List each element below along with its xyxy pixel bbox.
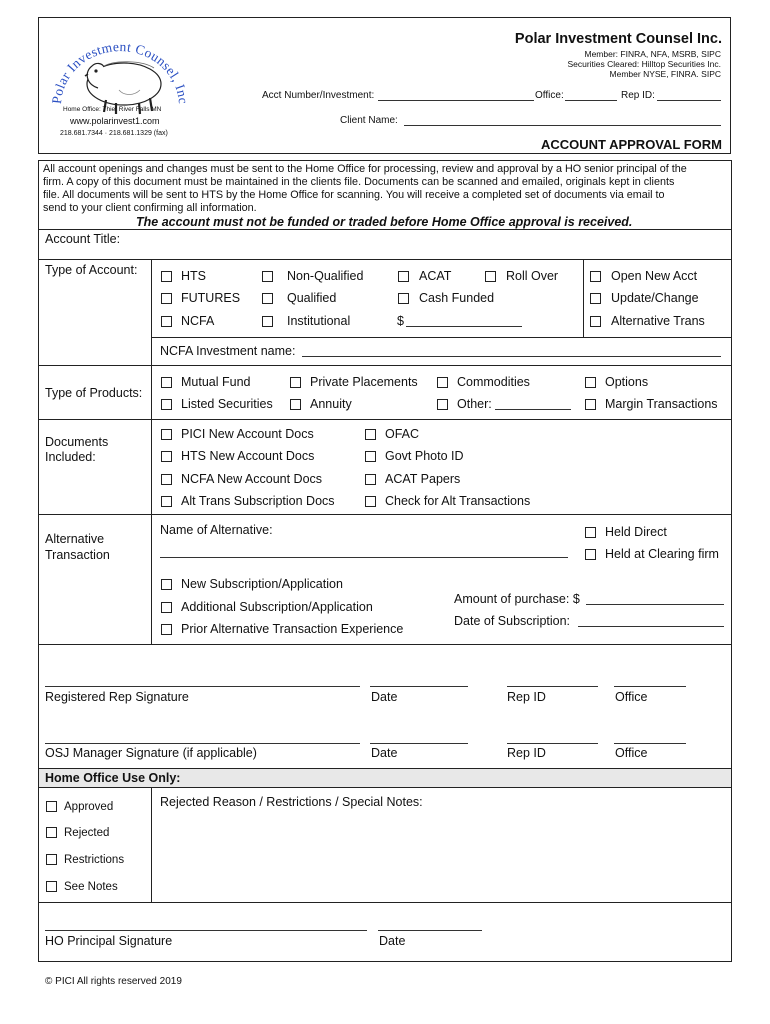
dollar-label: $ xyxy=(397,314,404,328)
rep-signature-line[interactable] xyxy=(45,686,360,687)
annuity-checkbox[interactable]: Annuity xyxy=(290,397,352,411)
divider xyxy=(38,419,732,420)
client-name-field[interactable] xyxy=(404,125,721,126)
rejected-checkbox[interactable]: Rejected xyxy=(46,826,109,840)
rejected-reason-label: Rejected Reason / Restrictions / Special Notes: xyxy=(160,795,423,809)
new-subscription-checkbox[interactable]: New Subscription/Application xyxy=(161,577,343,591)
restrictions-checkbox[interactable]: Restrictions xyxy=(46,853,124,867)
hts-new-account-docs-checkbox[interactable]: HTS New Account Docs xyxy=(161,449,314,463)
rep-id-label: Rep ID: xyxy=(621,90,655,101)
account-title-label: Account Title: xyxy=(45,232,121,246)
ho-signature-label: HO Principal Signature xyxy=(45,934,173,948)
rep-signature-label: Registered Rep Signature xyxy=(45,690,189,704)
divider xyxy=(151,787,152,902)
divider xyxy=(38,259,732,260)
acct-number-label: Acct Number/Investment: xyxy=(262,90,375,101)
logo-office-line: Home Office: Thief River Falls MN xyxy=(63,106,162,113)
date-of-subscription-field[interactable] xyxy=(578,626,724,627)
futures-checkbox[interactable]: FUTURES xyxy=(161,291,240,305)
additional-subscription-checkbox[interactable]: Additional Subscription/Application xyxy=(161,600,373,614)
non-qualified-checkbox[interactable]: Non-Qualified xyxy=(262,269,363,283)
ho-date-line[interactable] xyxy=(378,930,482,931)
other-product-field[interactable] xyxy=(495,409,571,410)
rep-office-label: Office xyxy=(615,690,648,704)
logo-arc-text: Polar Investment Counsel, In xyxy=(48,38,189,105)
ncfa-new-account-docs-checkbox[interactable]: NCFA New Account Docs xyxy=(161,472,322,486)
divider xyxy=(583,259,584,337)
acat-checkbox[interactable]: ACAT xyxy=(398,269,451,283)
osj-office-label: Office xyxy=(615,746,648,760)
ho-signature-line[interactable] xyxy=(45,930,367,931)
osj-rep-id-label: Rep ID xyxy=(507,746,546,760)
company-member: Member: FINRA, NFA, MSRB, SIPC xyxy=(584,49,721,59)
alternative-label-1: Alternative xyxy=(45,532,105,546)
osj-date-line[interactable] xyxy=(370,743,468,744)
ncfa-checkbox[interactable]: NCFA xyxy=(161,314,214,328)
other-checkbox[interactable]: Other: xyxy=(437,397,492,411)
osj-rep-id-line[interactable] xyxy=(507,743,598,744)
divider xyxy=(38,787,732,788)
logo-website[interactable]: www.polarinvest1.com xyxy=(70,116,160,126)
name-of-alternative-field[interactable] xyxy=(160,557,568,558)
client-name-label: Client Name: xyxy=(340,115,398,126)
funding-warning: The account must not be funded or traded before Home Office approval is received. xyxy=(136,215,633,229)
osj-signature-line[interactable] xyxy=(45,743,360,744)
ncfa-investment-name-label: NCFA Investment name: xyxy=(160,344,296,358)
home-office-title: Home Office Use Only: xyxy=(45,771,181,785)
office-field[interactable] xyxy=(565,100,617,101)
documents-label-1: Documents xyxy=(45,435,109,449)
footer-copyright: © PICI All rights reserved 2019 xyxy=(45,976,182,987)
instructions-line-3: file. All documents will be sent to HTS by the Home Office for scanning. You will receive a completed set of documents via email to xyxy=(43,189,665,201)
rep-date-label: Date xyxy=(371,690,398,704)
acat-papers-checkbox[interactable]: ACAT Papers xyxy=(365,472,460,486)
commodities-checkbox[interactable]: Commodities xyxy=(437,375,530,389)
divider xyxy=(38,902,732,903)
amount-of-purchase-field[interactable] xyxy=(586,604,724,605)
ncfa-investment-name-field[interactable] xyxy=(302,356,721,357)
acct-number-field[interactable] xyxy=(378,100,534,101)
products-label: Type of Products: xyxy=(45,386,143,400)
divider xyxy=(38,365,732,366)
update-change-checkbox[interactable]: Update/Change xyxy=(590,291,699,305)
alt-trans-subscription-docs-checkbox[interactable]: Alt Trans Subscription Docs xyxy=(161,494,335,508)
private-placements-checkbox[interactable]: Private Placements xyxy=(290,375,418,389)
logo-phones: 218.681.7344 · 218.681.1329 (fax) xyxy=(60,130,168,137)
date-of-subscription-label: Date of Subscription: xyxy=(454,614,571,628)
divider xyxy=(151,514,152,644)
osj-date-label: Date xyxy=(371,746,398,760)
instructions-line-1: All account openings and changes must be sent to the Home Office for processing, review and approval by a HO senior principal of the xyxy=(43,163,687,175)
osj-signature-label: OSJ Manager Signature (if applicable) xyxy=(45,746,257,760)
listed-securities-checkbox[interactable]: Listed Securities xyxy=(161,397,273,411)
rep-office-line[interactable] xyxy=(614,686,686,687)
divider xyxy=(151,337,732,338)
ho-date-label: Date xyxy=(379,934,406,948)
amount-of-purchase-label: Amount of purchase: $ xyxy=(454,592,580,606)
pici-new-account-docs-checkbox[interactable]: PICI New Account Docs xyxy=(161,427,314,441)
rep-id-field[interactable] xyxy=(657,100,721,101)
held-at-clearing-firm-checkbox[interactable]: Held at Clearing firm xyxy=(585,547,719,561)
institutional-checkbox[interactable]: Institutional xyxy=(262,314,350,328)
documents-label-2: Included: xyxy=(45,450,96,464)
office-label: Office: xyxy=(535,90,564,101)
osj-office-line[interactable] xyxy=(614,743,686,744)
prior-alternative-experience-checkbox[interactable]: Prior Alternative Transaction Experience xyxy=(161,622,403,636)
account-type-label: Type of Account: xyxy=(45,263,138,277)
rollover-checkbox[interactable]: Roll Over xyxy=(485,269,558,283)
margin-transactions-checkbox[interactable]: Margin Transactions xyxy=(585,397,718,411)
approved-checkbox[interactable]: Approved xyxy=(46,800,113,814)
alternative-trans-checkbox[interactable]: Alternative Trans xyxy=(590,314,705,328)
mutual-fund-checkbox[interactable]: Mutual Fund xyxy=(161,375,250,389)
qualified-checkbox[interactable]: Qualified xyxy=(262,291,336,305)
divider xyxy=(38,644,732,645)
company-member2: Member NYSE, FINRA. SIPC xyxy=(609,69,721,79)
alternative-label-2: Transaction xyxy=(45,548,110,562)
govt-photo-id-checkbox[interactable]: Govt Photo ID xyxy=(365,449,464,463)
divider xyxy=(38,514,732,515)
hts-checkbox[interactable]: HTS xyxy=(161,269,206,283)
cash-funded-checkbox[interactable]: Cash Funded xyxy=(398,291,494,305)
instructions-line-4: send to your client confirming all information. xyxy=(43,202,257,214)
check-for-alt-transactions-checkbox[interactable]: Check for Alt Transactions xyxy=(365,494,530,508)
ofac-checkbox[interactable]: OFAC xyxy=(365,427,419,441)
rep-id-label: Rep ID xyxy=(507,690,546,704)
company-cleared: Securities Cleared: Hilltop Securities Inc. xyxy=(567,59,721,69)
open-new-acct-checkbox[interactable]: Open New Acct xyxy=(590,269,697,283)
rep-id-line[interactable] xyxy=(507,686,598,687)
divider xyxy=(38,229,732,230)
held-direct-checkbox[interactable]: Held Direct xyxy=(585,525,667,539)
rep-date-line[interactable] xyxy=(370,686,468,687)
dollar-amount-field[interactable] xyxy=(406,326,522,327)
divider xyxy=(151,259,152,514)
options-checkbox[interactable]: Options xyxy=(585,375,648,389)
name-of-alternative-label: Name of Alternative: xyxy=(160,523,273,537)
see-notes-checkbox[interactable]: See Notes xyxy=(46,880,118,894)
instructions-line-2: firm. A copy of this document must be maintained in the clients file. Documents can be scanned and emailed, originals kept in clients xyxy=(43,176,675,188)
company-name: Polar Investment Counsel Inc. xyxy=(514,31,722,47)
form-title: ACCOUNT APPROVAL FORM xyxy=(540,137,722,152)
